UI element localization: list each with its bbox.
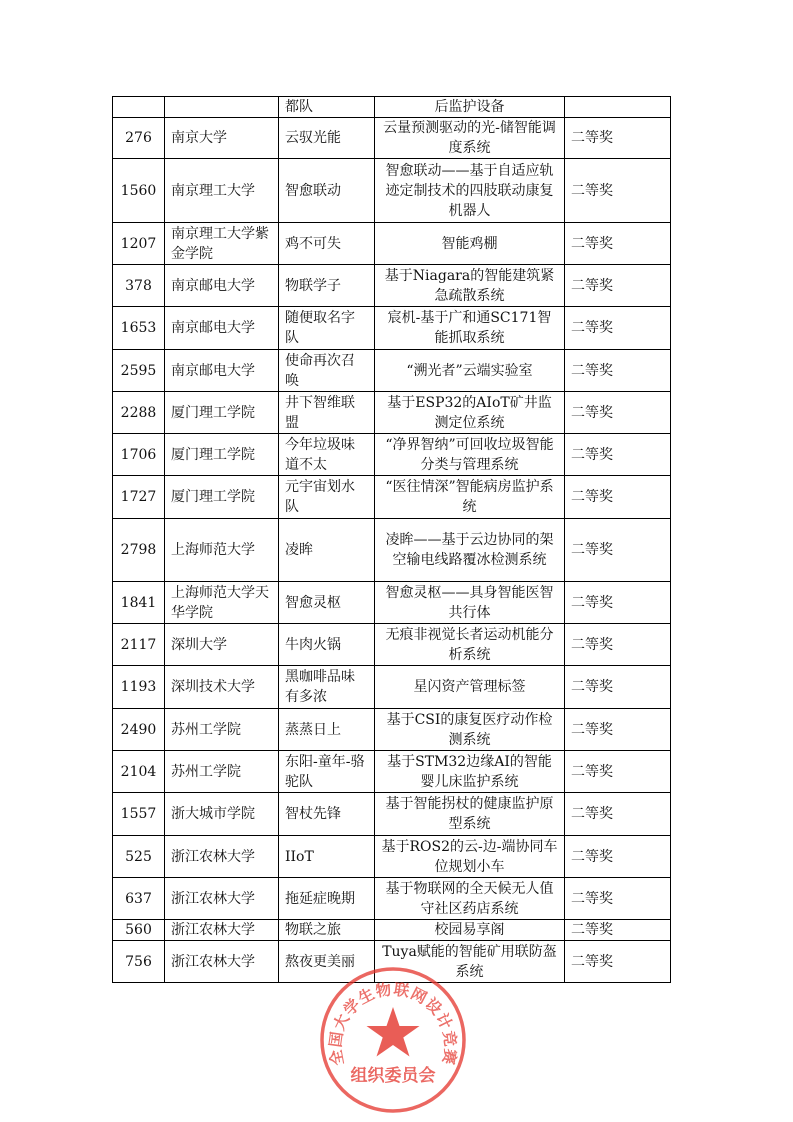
table-row: [113, 666, 671, 709]
cell-id: 2798: [113, 519, 165, 582]
cell-school: 厦门理工学院: [165, 476, 279, 519]
cell-school: 苏州工学院: [165, 751, 279, 793]
cell-team: 随便取名字队: [279, 307, 375, 350]
cell-school: 上海师范大学天华学院: [165, 582, 279, 624]
cell-team: 井下智维联盟: [279, 392, 375, 434]
cell-prize: 二等奖: [565, 434, 671, 476]
cell-school: 浙江农林大学: [165, 836, 279, 878]
cell-work: 基于CSI的康复医疗动作检测系统: [375, 709, 565, 751]
cell-id: 1841: [113, 582, 165, 624]
cell-school: 厦门理工学院: [165, 434, 279, 476]
cell-prize: 二等奖: [565, 350, 671, 392]
cell-work: Tuya赋能的智能矿用联防盔系统: [375, 941, 565, 983]
cell-team: 物联之旅: [279, 920, 375, 941]
cell-school: 南京邮电大学: [165, 307, 279, 350]
cell-school: 上海师范大学: [165, 519, 279, 582]
cell-work: 智愈灵枢——具身智能医智共行体: [375, 582, 565, 624]
cell-school: [165, 97, 279, 118]
cell-team: 使命再次召唤: [279, 350, 375, 392]
cell-prize: 二等奖: [565, 476, 671, 519]
cell-prize: 二等奖: [565, 709, 671, 751]
cell-team: 都队: [279, 97, 375, 118]
seal-bottom-text: 组织委员会: [350, 1066, 436, 1086]
cell-prize: 二等奖: [565, 836, 671, 878]
cell-prize: 二等奖: [565, 159, 671, 223]
cell-school: 南京理工大学: [165, 159, 279, 223]
cell-team: 蒸蒸日上: [279, 709, 375, 751]
table-row: [113, 751, 671, 793]
cell-school: 浙江农林大学: [165, 920, 279, 941]
cell-prize: 二等奖: [565, 223, 671, 265]
cell-team: IIoT: [279, 836, 375, 878]
cell-work: 基于Niagara的智能建筑紧急疏散系统: [375, 265, 565, 307]
cell-work: 基于物联网的全天候无人值守社区药店系统: [375, 878, 565, 920]
cell-work: “溯光者”云端实验室: [375, 350, 565, 392]
cell-team: 凌眸: [279, 519, 375, 582]
star-icon: [367, 1007, 420, 1057]
cell-id: 2117: [113, 624, 165, 666]
cell-prize: 二等奖: [565, 118, 671, 159]
table-row: [113, 519, 671, 582]
table-row: [113, 624, 671, 666]
cell-work: 基于智能拐杖的健康监护原型系统: [375, 793, 565, 836]
cell-prize: 二等奖: [565, 624, 671, 666]
cell-id: 378: [113, 265, 165, 307]
cell-school: 厦门理工学院: [165, 392, 279, 434]
cell-id: 756: [113, 941, 165, 983]
cell-prize: 二等奖: [565, 582, 671, 624]
cell-id: 1207: [113, 223, 165, 265]
cell-school: 深圳技术大学: [165, 666, 279, 709]
cell-work: 基于ESP32的AIoT矿井监测定位系统: [375, 392, 565, 434]
official-seal: [318, 965, 468, 1115]
table-row: [113, 836, 671, 878]
cell-school: 南京邮电大学: [165, 265, 279, 307]
cell-team: 牛肉火锅: [279, 624, 375, 666]
cell-school: 浙大城市学院: [165, 793, 279, 836]
table-row: [113, 392, 671, 434]
cell-id: 560: [113, 920, 165, 941]
cell-team: 黑咖啡品味有多浓: [279, 666, 375, 709]
cell-id: 276: [113, 118, 165, 159]
cell-work: 云量预测驱动的光-储智能调度系统: [375, 118, 565, 159]
cell-team: 鸡不可失: [279, 223, 375, 265]
cell-team: 今年垃圾味道不太: [279, 434, 375, 476]
cell-id: 637: [113, 878, 165, 920]
table-row: [113, 265, 671, 307]
cell-work: 校园易享阁: [375, 920, 565, 941]
cell-work: 凌眸——基于云边协同的架空输电线路覆冰检测系统: [375, 519, 565, 582]
cell-prize: 二等奖: [565, 793, 671, 836]
cell-work: 智能鸡棚: [375, 223, 565, 265]
cell-work: 无痕非视觉长者运动机能分析系统: [375, 624, 565, 666]
cell-id: 1560: [113, 159, 165, 223]
table-row: [113, 350, 671, 392]
table-row: [113, 434, 671, 476]
cell-id: 1653: [113, 307, 165, 350]
cell-prize: 二等奖: [565, 265, 671, 307]
cell-team: 云驭光能: [279, 118, 375, 159]
cell-id: 1706: [113, 434, 165, 476]
table-row: [113, 118, 671, 159]
cell-team: 东阳-童年-骆驼队: [279, 751, 375, 793]
table-row: [113, 476, 671, 519]
cell-prize: 二等奖: [565, 392, 671, 434]
cell-team: 智愈灵枢: [279, 582, 375, 624]
table-row: [113, 793, 671, 836]
cell-prize: 二等奖: [565, 878, 671, 920]
table-row: [113, 159, 671, 223]
seal-arc-text: 全国大学生物联网设计竞赛: [326, 980, 460, 1067]
cell-id: 2595: [113, 350, 165, 392]
cell-school: 苏州工学院: [165, 709, 279, 751]
cell-school: 深圳大学: [165, 624, 279, 666]
table-row: [113, 97, 671, 118]
cell-prize: 二等奖: [565, 920, 671, 941]
cell-prize: 二等奖: [565, 666, 671, 709]
cell-prize: [565, 97, 671, 118]
cell-id: 2288: [113, 392, 165, 434]
cell-school: 南京大学: [165, 118, 279, 159]
cell-work: 后监护设备: [375, 97, 565, 118]
table-row: [113, 878, 671, 920]
cell-work: 基于ROS2的云-边-端协同车位规划小车: [375, 836, 565, 878]
awards-table-body: [113, 97, 671, 983]
cell-team: 智愈联动: [279, 159, 375, 223]
cell-work: 星闪资产管理标签: [375, 666, 565, 709]
table-row: [113, 582, 671, 624]
cell-id: [113, 97, 165, 118]
table-row: [113, 307, 671, 350]
cell-id: 1727: [113, 476, 165, 519]
cell-school: 南京理工大学紫金学院: [165, 223, 279, 265]
table-row: [113, 223, 671, 265]
cell-id: 1557: [113, 793, 165, 836]
cell-work: 宸机-基于广和通SC171智能抓取系统: [375, 307, 565, 350]
cell-team: 元宇宙划水队: [279, 476, 375, 519]
cell-team: 物联学子: [279, 265, 375, 307]
cell-id: 2490: [113, 709, 165, 751]
cell-school: 浙江农林大学: [165, 878, 279, 920]
cell-team: 智杖先锋: [279, 793, 375, 836]
cell-work: “净界智纳”可回收垃圾智能分类与管理系统: [375, 434, 565, 476]
cell-prize: 二等奖: [565, 307, 671, 350]
cell-prize: 二等奖: [565, 519, 671, 582]
cell-team: 拖延症晚期: [279, 878, 375, 920]
cell-prize: 二等奖: [565, 941, 671, 983]
cell-work: “医往情深”智能病房监护系统: [375, 476, 565, 519]
cell-prize: 二等奖: [565, 751, 671, 793]
awards-table: [112, 96, 671, 983]
cell-id: 2104: [113, 751, 165, 793]
cell-work: 智愈联动——基于自适应轨迹定制技术的四肢联动康复机器人: [375, 159, 565, 223]
cell-school: 南京邮电大学: [165, 350, 279, 392]
cell-school: 浙江农林大学: [165, 941, 279, 983]
cell-id: 525: [113, 836, 165, 878]
table-row: [113, 920, 671, 941]
table-row: [113, 709, 671, 751]
cell-team: 熬夜更美丽: [279, 941, 375, 983]
cell-id: 1193: [113, 666, 165, 709]
cell-work: 基于STM32边缘AI的智能婴儿床监护系统: [375, 751, 565, 793]
